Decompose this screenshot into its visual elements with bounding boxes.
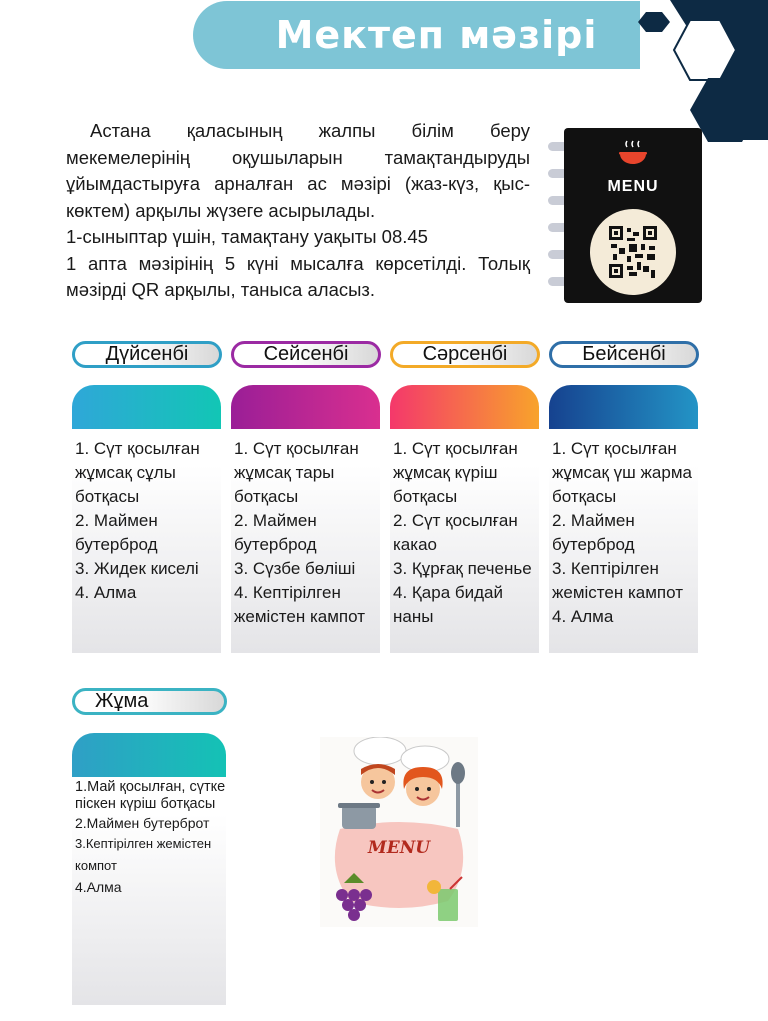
menu-card-monday bbox=[72, 385, 221, 653]
list-item: 3. Құрғақ печенье bbox=[393, 559, 532, 578]
list-item: 2. Маймен бутерброд bbox=[75, 511, 158, 554]
steaming-bowl-icon bbox=[616, 138, 650, 172]
menu-card-wednesday bbox=[390, 385, 539, 653]
list-item: 1. Сүт қосылған жұмсақ тары ботқасы bbox=[234, 439, 359, 506]
list-item: 3.Кептірілген жемістен компот bbox=[75, 836, 212, 873]
menu-items-monday bbox=[75, 437, 223, 605]
list-item: 4. Алма bbox=[552, 607, 614, 626]
list-item: 1. Сүт қосылған жұмсақ сұлы ботқасы bbox=[75, 439, 200, 506]
qr-code-icon[interactable] bbox=[609, 226, 657, 278]
list-item: 4. Кептірілген жемістен кампот bbox=[234, 583, 365, 626]
card-header-band bbox=[549, 385, 698, 429]
list-item: 3. Жидек киселі bbox=[75, 559, 199, 578]
card-header-band bbox=[72, 385, 221, 429]
hexagon-decoration bbox=[632, 0, 768, 145]
list-item: 2. Маймен бутерброд bbox=[234, 511, 317, 554]
day-label-thursday: Бейсенбі bbox=[549, 341, 699, 368]
day-label-friday: Жұма bbox=[72, 688, 227, 715]
list-item: 4. Қара бидай наны bbox=[393, 583, 503, 626]
list-item: 4. Алма bbox=[75, 583, 137, 602]
intro-paragraph: 1-сыныптар үшін, тамақтану уақыты 08.45 bbox=[66, 226, 428, 247]
page-title: Мектеп мәзірі bbox=[275, 13, 598, 57]
day-label-tuesday: Сейсенбі bbox=[231, 341, 381, 368]
qr-code-circle bbox=[590, 209, 676, 295]
menu-card-tuesday bbox=[231, 385, 380, 653]
chef-kids-icon bbox=[320, 737, 478, 927]
menu-card-thursday bbox=[549, 385, 698, 653]
title-banner bbox=[193, 1, 640, 69]
card-header-band bbox=[390, 385, 539, 429]
list-item: 4.Алма bbox=[75, 879, 122, 895]
menu-items-tuesday bbox=[234, 437, 382, 629]
menu-card-friday bbox=[72, 733, 226, 1005]
intro-paragraph: Астана қаласының жалпы білім беру мекемелерінің оқушыларын тамақтандыруды ұйымдастыруға арналған ас мәзірі (жаз-күз, қыс-көктем) арқылы жүзеге асырылады. bbox=[66, 120, 530, 221]
illustration-menu-label: MENU bbox=[367, 838, 431, 858]
menu-items-thursday bbox=[552, 437, 704, 629]
card-header-band bbox=[231, 385, 380, 429]
menu-items-wednesday bbox=[393, 437, 541, 629]
list-item: 1. Сүт қосылған жұмсақ күріш ботқасы bbox=[393, 439, 518, 506]
list-item: 3. Кептірілген жемістен кампот bbox=[552, 559, 683, 602]
intro-paragraph: 1 апта мәзірінің 5 күні мысалға көрсетілді. Толық мәзірді QR арқылы, таныса аласыз. bbox=[66, 252, 530, 300]
chef-kids-menu-illustration bbox=[320, 737, 478, 927]
list-item: 3. Сүзбе бөліші bbox=[234, 559, 356, 578]
menu-label: MENU bbox=[607, 178, 659, 195]
day-label-monday: Дүйсенбі bbox=[72, 341, 222, 368]
day-label-wednesday: Сәрсенбі bbox=[390, 341, 540, 368]
list-item: 2. Сүт қосылған какао bbox=[393, 511, 518, 554]
list-item: 2. Маймен бутерброд bbox=[552, 511, 635, 554]
card-header-band bbox=[72, 733, 226, 777]
list-item: 1. Сүт қосылған жұмсақ үш жарма ботқасы bbox=[552, 439, 692, 506]
list-item: 2.Маймен бутерброт bbox=[75, 815, 210, 831]
intro-text bbox=[66, 118, 530, 304]
menu-items-friday bbox=[75, 779, 235, 897]
menu-board bbox=[564, 128, 702, 303]
list-item: 1.Май қосылған, сүтке піскен күріш ботқасы bbox=[75, 779, 226, 812]
qr-menu-card[interactable] bbox=[548, 128, 704, 304]
